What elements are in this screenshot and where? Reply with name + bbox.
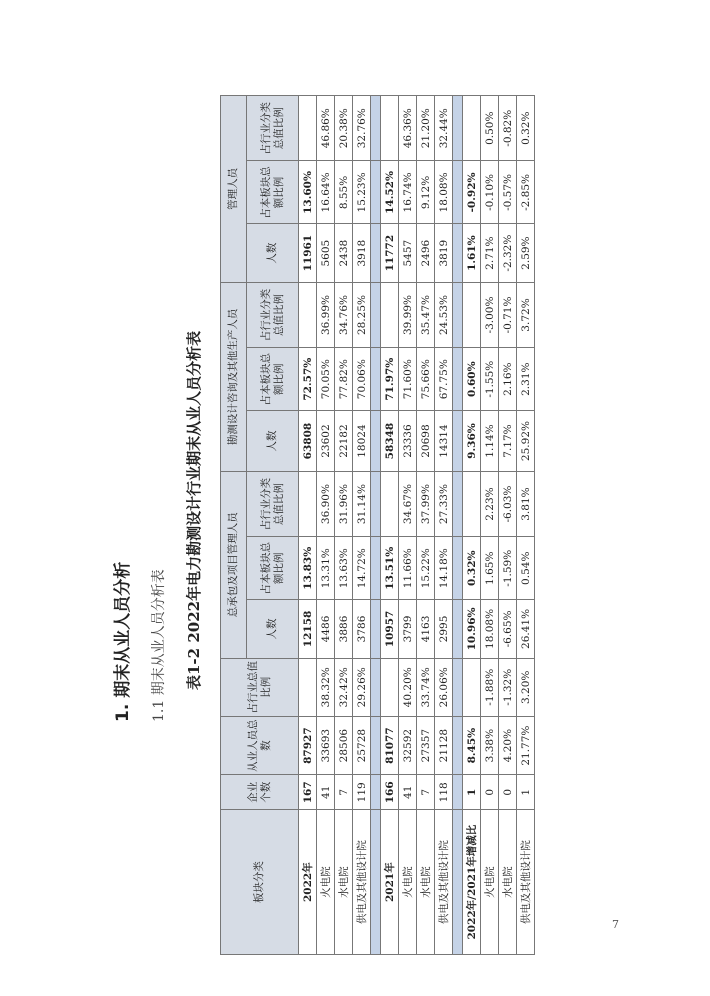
- table-cell: 41: [317, 775, 335, 810]
- table-cell: -0.92%: [463, 161, 481, 224]
- table-cell: 4163: [417, 600, 435, 658]
- separator-cell: [453, 537, 463, 600]
- table-cell: 1: [517, 775, 535, 810]
- subheader-industry-share: 占行业分类总值比例: [247, 282, 299, 347]
- table-cell: 3.72%: [517, 282, 535, 347]
- table-cell: 46.36%: [399, 96, 417, 161]
- subsection-heading: 1.1 期末从业人员分析表: [151, 569, 167, 722]
- subheader-people: 人数: [247, 411, 299, 472]
- table-cell: -1.88%: [481, 658, 499, 716]
- header-industry-share: 占行业总值比例: [221, 658, 299, 716]
- table-cell: 71.60%: [399, 348, 417, 411]
- table-cell: 3918: [353, 224, 371, 282]
- subheader-people: 人数: [247, 600, 299, 658]
- summary-row: [299, 96, 317, 955]
- table-cell: 119: [353, 775, 371, 810]
- header-group-contracting: 总承包及项目管理人员: [221, 471, 247, 658]
- table-cell: 25728: [353, 716, 371, 774]
- table-cell: 18.08%: [481, 600, 499, 658]
- row-label: 2022年: [299, 810, 317, 955]
- table-cell: 2.71%: [481, 224, 499, 282]
- separator-cell: [453, 224, 463, 282]
- table-cell: 3786: [353, 600, 371, 658]
- table-cell: -0.82%: [499, 96, 517, 161]
- separator-cell: [371, 348, 381, 411]
- separator-cell: [371, 471, 381, 536]
- table-cell: 10957: [381, 600, 399, 658]
- section-heading: 1. 期末从业人员分析: [113, 561, 133, 722]
- table-cell: [299, 96, 317, 161]
- table-cell: 23602: [317, 411, 335, 472]
- table-cell: 3819: [435, 224, 453, 282]
- table-cell: 26.41%: [517, 600, 535, 658]
- table-cell: 5457: [399, 224, 417, 282]
- table-cell: 8.55%: [335, 161, 353, 224]
- separator-cell: [371, 411, 381, 472]
- subheader-segment-share: 占本板块总额比例: [247, 348, 299, 411]
- table-cell: 13.60%: [299, 161, 317, 224]
- table-cell: -3.00%: [481, 282, 499, 347]
- table-cell: 3.38%: [481, 716, 499, 774]
- table-cell: 8.45%: [463, 716, 481, 774]
- table-cell: 20698: [417, 411, 435, 472]
- table-cell: 75.66%: [417, 348, 435, 411]
- table-cell: 0: [481, 775, 499, 810]
- table-cell: 38.32%: [317, 658, 335, 716]
- table-cell: 15.23%: [353, 161, 371, 224]
- table-cell: [463, 471, 481, 536]
- table-cell: 0.32%: [517, 96, 535, 161]
- table-cell: 16.74%: [399, 161, 417, 224]
- table-cell: -0.71%: [499, 282, 517, 347]
- table-cell: 118: [435, 775, 453, 810]
- table-cell: 36.90%: [317, 471, 335, 536]
- separator-cell: [453, 96, 463, 161]
- table-cell: 1.65%: [481, 537, 499, 600]
- table-cell: 71.97%: [381, 348, 399, 411]
- separator-row: [453, 96, 463, 955]
- table-cell: [381, 471, 399, 536]
- separator-cell: [371, 600, 381, 658]
- separator-cell: [453, 600, 463, 658]
- table-cell: 9.36%: [463, 411, 481, 472]
- separator-cell: [371, 775, 381, 810]
- table-cell: 2496: [417, 224, 435, 282]
- table-cell: 2.23%: [481, 471, 499, 536]
- table-cell: 4486: [317, 600, 335, 658]
- table-cell: 10.96%: [463, 600, 481, 658]
- subheader-industry-share: 占行业分类总值比例: [247, 96, 299, 161]
- separator-cell: [371, 161, 381, 224]
- separator-cell: [371, 282, 381, 347]
- table-cell: 35.47%: [417, 282, 435, 347]
- table-cell: 14.52%: [381, 161, 399, 224]
- table-row: [353, 96, 371, 955]
- table-cell: 21.20%: [417, 96, 435, 161]
- table-cell: -2.85%: [517, 161, 535, 224]
- separator-cell: [453, 810, 463, 955]
- table-cell: 9.12%: [417, 161, 435, 224]
- row-label: 水电院: [335, 810, 353, 955]
- table-cell: 36.99%: [317, 282, 335, 347]
- table-cell: 7: [417, 775, 435, 810]
- table-cell: 20.38%: [335, 96, 353, 161]
- table-cell: 72.57%: [299, 348, 317, 411]
- subheader-segment-share: 占本板块总额比例: [247, 537, 299, 600]
- table-cell: -0.57%: [499, 161, 517, 224]
- table-cell: 13.83%: [299, 537, 317, 600]
- table-cell: 2.16%: [499, 348, 517, 411]
- table-cell: 11961: [299, 224, 317, 282]
- header-group-production: 勘测设计咨询及其他生产人员: [221, 282, 247, 471]
- table-cell: 18.08%: [435, 161, 453, 224]
- table-cell: 11772: [381, 224, 399, 282]
- table-cell: 11.66%: [399, 537, 417, 600]
- separator-cell: [453, 716, 463, 774]
- table-cell: 70.06%: [353, 348, 371, 411]
- table-cell: 58348: [381, 411, 399, 472]
- separator-cell: [371, 224, 381, 282]
- separator-cell: [453, 161, 463, 224]
- separator-cell: [371, 658, 381, 716]
- table-cell: 31.14%: [353, 471, 371, 536]
- table-cell: 0.54%: [517, 537, 535, 600]
- header-group-management: 管理人员: [221, 96, 247, 283]
- table-cell: 14.18%: [435, 537, 453, 600]
- table-caption: 表1-2 2022年电力勘测设计行业期末从业人员分析表: [185, 330, 203, 690]
- separator-cell: [371, 716, 381, 774]
- table-cell: -1.32%: [499, 658, 517, 716]
- table-cell: 34.76%: [335, 282, 353, 347]
- table-row: [399, 96, 417, 955]
- table-cell: [463, 282, 481, 347]
- table-row: [517, 96, 535, 955]
- table-cell: 21.77%: [517, 716, 535, 774]
- table-cell: 26.06%: [435, 658, 453, 716]
- table-cell: 12158: [299, 600, 317, 658]
- table-cell: 3.20%: [517, 658, 535, 716]
- table-cell: 27.33%: [435, 471, 453, 536]
- table-cell: 16.64%: [317, 161, 335, 224]
- table-cell: 28.25%: [353, 282, 371, 347]
- row-label: 火电院: [317, 810, 335, 955]
- table-row: [435, 96, 453, 955]
- table-cell: 0.60%: [463, 348, 481, 411]
- separator-row: [371, 96, 381, 955]
- table-cell: 32.42%: [335, 658, 353, 716]
- header-staff-total: 从业人员总数: [221, 716, 299, 774]
- table-cell: 40.20%: [399, 658, 417, 716]
- header-segment: 板块分类: [221, 810, 299, 955]
- table-cell: 14.72%: [353, 537, 371, 600]
- table-cell: 21128: [435, 716, 453, 774]
- table-cell: 34.67%: [399, 471, 417, 536]
- table-cell: 32.44%: [435, 96, 453, 161]
- table-row: [317, 96, 335, 955]
- table-cell: [381, 658, 399, 716]
- table-cell: 13.63%: [335, 537, 353, 600]
- table-cell: -1.55%: [481, 348, 499, 411]
- summary-row: [463, 96, 481, 955]
- table-cell: 1.14%: [481, 411, 499, 472]
- table-cell: 0.32%: [463, 537, 481, 600]
- table-cell: 39.99%: [399, 282, 417, 347]
- table-row: [481, 96, 499, 955]
- table-cell: 33.74%: [417, 658, 435, 716]
- table-cell: -1.59%: [499, 537, 517, 600]
- separator-cell: [371, 537, 381, 600]
- row-label: 火电院: [399, 810, 417, 955]
- table-cell: 77.82%: [335, 348, 353, 411]
- table-cell: 5605: [317, 224, 335, 282]
- row-label: 水电院: [499, 810, 517, 955]
- table-cell: 2995: [435, 600, 453, 658]
- summary-row: [381, 96, 399, 955]
- table-cell: 13.31%: [317, 537, 335, 600]
- table-cell: 18024: [353, 411, 371, 472]
- separator-cell: [371, 96, 381, 161]
- table-cell: 0: [499, 775, 517, 810]
- table-cell: 3799: [399, 600, 417, 658]
- table-cell: 32.76%: [353, 96, 371, 161]
- table-cell: 2438: [335, 224, 353, 282]
- row-label: 供电及其他设计院: [353, 810, 371, 955]
- table-row: [335, 96, 353, 955]
- subheader-industry-share: 占行业分类总值比例: [247, 471, 299, 536]
- table-cell: 22182: [335, 411, 353, 472]
- separator-cell: [453, 775, 463, 810]
- table-cell: 15.22%: [417, 537, 435, 600]
- row-label: 供电及其他设计院: [517, 810, 535, 955]
- header-count: 企业个数: [221, 775, 299, 810]
- table-cell: 4.20%: [499, 716, 517, 774]
- table-cell: -6.03%: [499, 471, 517, 536]
- separator-cell: [453, 471, 463, 536]
- table-cell: 24.53%: [435, 282, 453, 347]
- table-cell: 41: [399, 775, 417, 810]
- table-cell: 70.05%: [317, 348, 335, 411]
- staff-analysis-table: [220, 95, 535, 955]
- table-cell: 33693: [317, 716, 335, 774]
- page-number: 7: [612, 918, 619, 931]
- table-row: [499, 96, 517, 955]
- table-cell: 13.51%: [381, 537, 399, 600]
- table-cell: [381, 282, 399, 347]
- table-cell: 166: [381, 775, 399, 810]
- table-cell: -2.32%: [499, 224, 517, 282]
- table-cell: 32592: [399, 716, 417, 774]
- table-body: [299, 96, 535, 955]
- table-cell: 27357: [417, 716, 435, 774]
- table-cell: 7.17%: [499, 411, 517, 472]
- table-cell: 3886: [335, 600, 353, 658]
- table-cell: 67.75%: [435, 348, 453, 411]
- table-cell: 29.26%: [353, 658, 371, 716]
- table-cell: 63808: [299, 411, 317, 472]
- table-cell: 37.99%: [417, 471, 435, 536]
- subheader-people: 人数: [247, 224, 299, 282]
- table-cell: 167: [299, 775, 317, 810]
- table-cell: 14314: [435, 411, 453, 472]
- table-row: [417, 96, 435, 955]
- row-label: 火电院: [481, 810, 499, 955]
- table-cell: 7: [335, 775, 353, 810]
- table-cell: 2.59%: [517, 224, 535, 282]
- table-cell: 0.50%: [481, 96, 499, 161]
- table-cell: 81077: [381, 716, 399, 774]
- table-cell: -0.10%: [481, 161, 499, 224]
- row-label: 供电及其他设计院: [435, 810, 453, 955]
- table-cell: 1.61%: [463, 224, 481, 282]
- row-label: 2022年/2021年增减比: [463, 810, 481, 955]
- table-cell: [463, 658, 481, 716]
- subheader-segment-share: 占本板块总额比例: [247, 161, 299, 224]
- table-cell: 28506: [335, 716, 353, 774]
- table-cell: 25.92%: [517, 411, 535, 472]
- table-cell: 2.31%: [517, 348, 535, 411]
- table-cell: 23336: [399, 411, 417, 472]
- table-cell: 87927: [299, 716, 317, 774]
- row-label: 水电院: [417, 810, 435, 955]
- table-cell: 3.81%: [517, 471, 535, 536]
- table-cell: [463, 96, 481, 161]
- separator-cell: [453, 411, 463, 472]
- table-cell: 31.96%: [335, 471, 353, 536]
- separator-cell: [453, 658, 463, 716]
- table-cell: -6.65%: [499, 600, 517, 658]
- table-cell: 1: [463, 775, 481, 810]
- separator-cell: [453, 348, 463, 411]
- table-cell: [299, 658, 317, 716]
- separator-cell: [453, 282, 463, 347]
- table-cell: 46.86%: [317, 96, 335, 161]
- table-cell: [299, 282, 317, 347]
- separator-cell: [371, 810, 381, 955]
- table-cell: [299, 471, 317, 536]
- row-label: 2021年: [381, 810, 399, 955]
- table-cell: [381, 96, 399, 161]
